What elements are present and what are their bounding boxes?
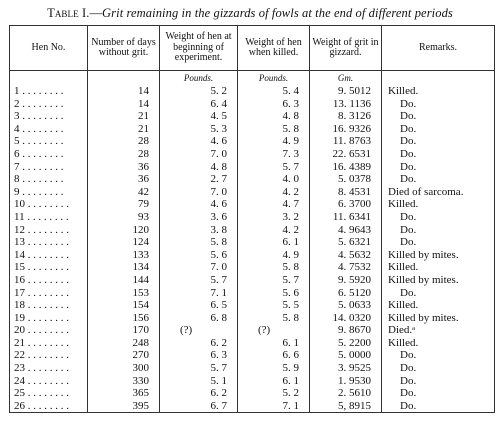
remark-cell: Do. (382, 211, 495, 224)
weight-killed-cell: 4. 2 (238, 186, 310, 199)
remark-cell: Do. (382, 375, 495, 388)
remark-cell: Killed. (382, 198, 495, 211)
weight-killed-cell: 6. 1 (238, 236, 310, 249)
header-row (10, 26, 495, 71)
grit-table (9, 25, 495, 413)
weight-killed-cell: 4. 2 (238, 224, 310, 237)
table-row (10, 299, 495, 312)
table-row (10, 362, 495, 375)
weight-killed-cell: 7. 3 (238, 148, 310, 161)
table-row (10, 312, 495, 325)
table-row (10, 85, 495, 98)
hen-number-cell: 14 . . . . . . . . (10, 249, 88, 262)
hen-number-cell: 20 . . . . . . . . (10, 324, 88, 337)
weight-start-cell: 6. 3 (160, 349, 238, 362)
days-cell: 144 (88, 274, 160, 287)
days-cell: 395 (88, 400, 160, 413)
grit-weight-cell: 3. 9525 (310, 362, 382, 375)
header-weight-beginning: Weight of hen at beginning of experiment. (160, 26, 238, 71)
remark-cell: Do. (382, 236, 495, 249)
weight-killed-cell: 5. 7 (238, 161, 310, 174)
remark-cell: Do. (382, 110, 495, 123)
hen-number-cell: 17 . . . . . . . . (10, 287, 88, 300)
table-row (10, 249, 495, 262)
hen-number-cell: 23 . . . . . . . . (10, 362, 88, 375)
weight-killed-cell: 6. 6 (238, 349, 310, 362)
header-weight-grit: Weight of grit in gizzard. (310, 26, 382, 71)
table-row (10, 173, 495, 186)
weight-killed-cell: 4. 7 (238, 198, 310, 211)
weight-start-cell: 6. 8 (160, 312, 238, 325)
hen-number-cell: 24 . . . . . . . . (10, 375, 88, 388)
table-row (10, 123, 495, 136)
weight-killed-cell: 4. 9 (238, 249, 310, 262)
units-row (10, 71, 495, 86)
grit-weight-cell: 8. 3126 (310, 110, 382, 123)
remark-cell: Do. (382, 387, 495, 400)
hen-number-cell: 22 . . . . . . . . (10, 349, 88, 362)
days-cell: 270 (88, 349, 160, 362)
remark-cell: Killed. (382, 85, 495, 98)
days-cell: 21 (88, 123, 160, 136)
remark-cell: Do. (382, 287, 495, 300)
table-row (10, 161, 495, 174)
grit-weight-cell: 6. 5120 (310, 287, 382, 300)
table-title (0, 6, 500, 21)
weight-killed-cell: 5. 8 (238, 312, 310, 325)
unit-cell: Pounds. (160, 71, 238, 86)
grit-weight-cell: 5. 0633 (310, 299, 382, 312)
grit-weight-cell: 13. 1136 (310, 98, 382, 111)
days-cell: 21 (88, 110, 160, 123)
weight-killed-cell: 4. 9 (238, 135, 310, 148)
remark-cell: Killed by mites. (382, 274, 495, 287)
grit-weight-cell: 11. 8763 (310, 135, 382, 148)
hen-number-cell: 21 . . . . . . . . (10, 337, 88, 350)
weight-killed-cell: 5. 8 (238, 261, 310, 274)
remark-cell: Do. (382, 148, 495, 161)
days-cell: 120 (88, 224, 160, 237)
remark-cell: Do. (382, 224, 495, 237)
table-row (10, 274, 495, 287)
weight-killed-cell: 4. 8 (238, 110, 310, 123)
days-cell: 156 (88, 312, 160, 325)
weight-start-cell: 4. 6 (160, 198, 238, 211)
hen-number-cell: 3 . . . . . . . . (10, 110, 88, 123)
weight-start-cell: 5. 3 (160, 123, 238, 136)
remark-cell: Do. (382, 135, 495, 148)
unit-cell (382, 71, 495, 86)
grit-weight-cell: 1. 9530 (310, 375, 382, 388)
grit-weight-cell: 2. 5610 (310, 387, 382, 400)
hen-number-cell: 7 . . . . . . . . (10, 161, 88, 174)
grit-weight-cell: 6. 3700 (310, 198, 382, 211)
weight-killed-cell: 5. 6 (238, 287, 310, 300)
remark-cell: Do. (382, 173, 495, 186)
hen-number-cell: 10 . . . . . . . . (10, 198, 88, 211)
table-row (10, 198, 495, 211)
weight-killed-cell: 5. 2 (238, 387, 310, 400)
weight-killed-cell: 6. 1 (238, 375, 310, 388)
unit-cell (10, 71, 88, 86)
hen-number-cell: 6 . . . . . . . . (10, 148, 88, 161)
grit-weight-cell: 4. 9643 (310, 224, 382, 237)
weight-start-cell: 4. 5 (160, 110, 238, 123)
table-row (10, 211, 495, 224)
days-cell: 93 (88, 211, 160, 224)
remark-cell: Do. (382, 400, 495, 413)
hen-number-cell: 2 . . . . . . . . (10, 98, 88, 111)
table-row (10, 287, 495, 300)
grit-weight-cell: 9. 5920 (310, 274, 382, 287)
weight-killed-cell: 6. 3 (238, 98, 310, 111)
weight-start-cell: 7. 1 (160, 287, 238, 300)
weight-killed-cell: 6. 1 (238, 337, 310, 350)
weight-start-cell: 5. 7 (160, 274, 238, 287)
days-cell: 36 (88, 161, 160, 174)
weight-killed-cell: 5. 9 (238, 362, 310, 375)
table-row (10, 324, 495, 337)
hen-number-cell: 19 . . . . . . . . (10, 312, 88, 325)
weight-killed-cell: 5. 8 (238, 123, 310, 136)
table-row (10, 375, 495, 388)
weight-killed-cell: 5. 7 (238, 274, 310, 287)
grit-weight-cell: 11. 6341 (310, 211, 382, 224)
remark-cell: Killed. (382, 299, 495, 312)
grit-weight-cell: 9. 8670 (310, 324, 382, 337)
remark-cell: Killed by mites. (382, 312, 495, 325)
days-cell: 28 (88, 135, 160, 148)
weight-start-cell: 6. 4 (160, 98, 238, 111)
remark-cell: Died of sarcoma. (382, 186, 495, 199)
table-row (10, 224, 495, 237)
weight-start-cell: 6. 2 (160, 387, 238, 400)
hen-number-cell: 11 . . . . . . . . (10, 211, 88, 224)
days-cell: 124 (88, 236, 160, 249)
table-row (10, 349, 495, 362)
remark-cell: Do. (382, 123, 495, 136)
remark-cell: Do. (382, 362, 495, 375)
weight-killed-cell: (?) (238, 324, 310, 337)
grit-weight-cell: 4. 5632 (310, 249, 382, 262)
hen-number-cell: 26 . . . . . . . . (10, 400, 88, 413)
grit-weight-cell: 4. 7532 (310, 261, 382, 274)
table-title-lead: Table I.— (47, 6, 103, 20)
remark-cell: Do. (382, 349, 495, 362)
weight-start-cell: 7. 0 (160, 261, 238, 274)
days-cell: 42 (88, 186, 160, 199)
weight-start-cell: 2. 7 (160, 173, 238, 186)
weight-start-cell: 6. 5 (160, 299, 238, 312)
weight-start-cell: 5. 2 (160, 85, 238, 98)
table-row (10, 261, 495, 274)
days-cell: 330 (88, 375, 160, 388)
table-row (10, 148, 495, 161)
table-row (10, 337, 495, 350)
weight-killed-cell: 7. 1 (238, 400, 310, 413)
hen-number-cell: 15 . . . . . . . . (10, 261, 88, 274)
table-title-text: Grit remaining in the gizzards of fowls at the end of different periods (102, 6, 453, 20)
weight-start-cell: 3. 8 (160, 224, 238, 237)
weight-start-cell: 7. 0 (160, 186, 238, 199)
remark-cell: Killed by mites. (382, 249, 495, 262)
weight-start-cell: 4. 8 (160, 161, 238, 174)
grit-weight-cell: 5. 0000 (310, 349, 382, 362)
weight-killed-cell: 3. 2 (238, 211, 310, 224)
days-cell: 153 (88, 287, 160, 300)
grit-weight-cell: 5. 2200 (310, 337, 382, 350)
remark-cell: Killed. (382, 337, 495, 350)
header-days-without-grit: Number of days without grit. (88, 26, 160, 71)
unit-cell: Gm. (310, 71, 382, 86)
table-row (10, 186, 495, 199)
table-row (10, 387, 495, 400)
grit-weight-cell: 22. 6531 (310, 148, 382, 161)
grit-weight-cell: 9. 5012 (310, 85, 382, 98)
grit-weight-cell: 8. 4531 (310, 186, 382, 199)
days-cell: 134 (88, 261, 160, 274)
grit-weight-cell: 16. 4389 (310, 161, 382, 174)
hen-number-cell: 12 . . . . . . . . (10, 224, 88, 237)
days-cell: 248 (88, 337, 160, 350)
grit-weight-cell: 14. 0320 (310, 312, 382, 325)
hen-number-cell: 25 . . . . . . . . (10, 387, 88, 400)
table-row (10, 236, 495, 249)
unit-cell (88, 71, 160, 86)
days-cell: 170 (88, 324, 160, 337)
grit-weight-cell: 16. 9326 (310, 123, 382, 136)
weight-start-cell: 5. 6 (160, 249, 238, 262)
grit-weight-cell: 5, 8915 (310, 400, 382, 413)
hen-number-cell: 13 . . . . . . . . (10, 236, 88, 249)
days-cell: 365 (88, 387, 160, 400)
weight-start-cell: 3. 6 (160, 211, 238, 224)
hen-number-cell: 8 . . . . . . . . (10, 173, 88, 186)
days-cell: 154 (88, 299, 160, 312)
weight-start-cell: 4. 6 (160, 135, 238, 148)
header-hen-no: Hen No. (10, 26, 88, 71)
hen-number-cell: 5 . . . . . . . . (10, 135, 88, 148)
days-cell: 36 (88, 173, 160, 186)
days-cell: 133 (88, 249, 160, 262)
unit-cell: Pounds. (238, 71, 310, 86)
weight-start-cell: (?) (160, 324, 238, 337)
weight-killed-cell: 4. 0 (238, 173, 310, 186)
hen-number-cell: 16 . . . . . . . . (10, 274, 88, 287)
weight-start-cell: 6. 7 (160, 400, 238, 413)
remark-cell: Killed. (382, 261, 495, 274)
table-row (10, 110, 495, 123)
remark-cell: Do. (382, 161, 495, 174)
header-weight-killed: Weight of hen when killed. (238, 26, 310, 71)
days-cell: 300 (88, 362, 160, 375)
weight-start-cell: 5. 8 (160, 236, 238, 249)
grit-weight-cell: 5. 0378 (310, 173, 382, 186)
days-cell: 28 (88, 148, 160, 161)
hen-number-cell: 1 . . . . . . . . (10, 85, 88, 98)
weight-start-cell: 5. 7 (160, 362, 238, 375)
days-cell: 79 (88, 198, 160, 211)
table-row (10, 400, 495, 413)
grit-weight-cell: 5. 6321 (310, 236, 382, 249)
weight-killed-cell: 5. 5 (238, 299, 310, 312)
hen-number-cell: 9 . . . . . . . . (10, 186, 88, 199)
weight-start-cell: 6. 2 (160, 337, 238, 350)
remark-cell: Do. (382, 98, 495, 111)
days-cell: 14 (88, 85, 160, 98)
weight-killed-cell: 5. 4 (238, 85, 310, 98)
remark-cell: Died.ᵃ (382, 324, 495, 337)
weight-start-cell: 7. 0 (160, 148, 238, 161)
weight-start-cell: 5. 1 (160, 375, 238, 388)
header-remarks: Remarks. (382, 26, 495, 71)
hen-number-cell: 4 . . . . . . . . (10, 123, 88, 136)
hen-number-cell: 18 . . . . . . . . (10, 299, 88, 312)
table-row (10, 98, 495, 111)
days-cell: 14 (88, 98, 160, 111)
table-row (10, 135, 495, 148)
